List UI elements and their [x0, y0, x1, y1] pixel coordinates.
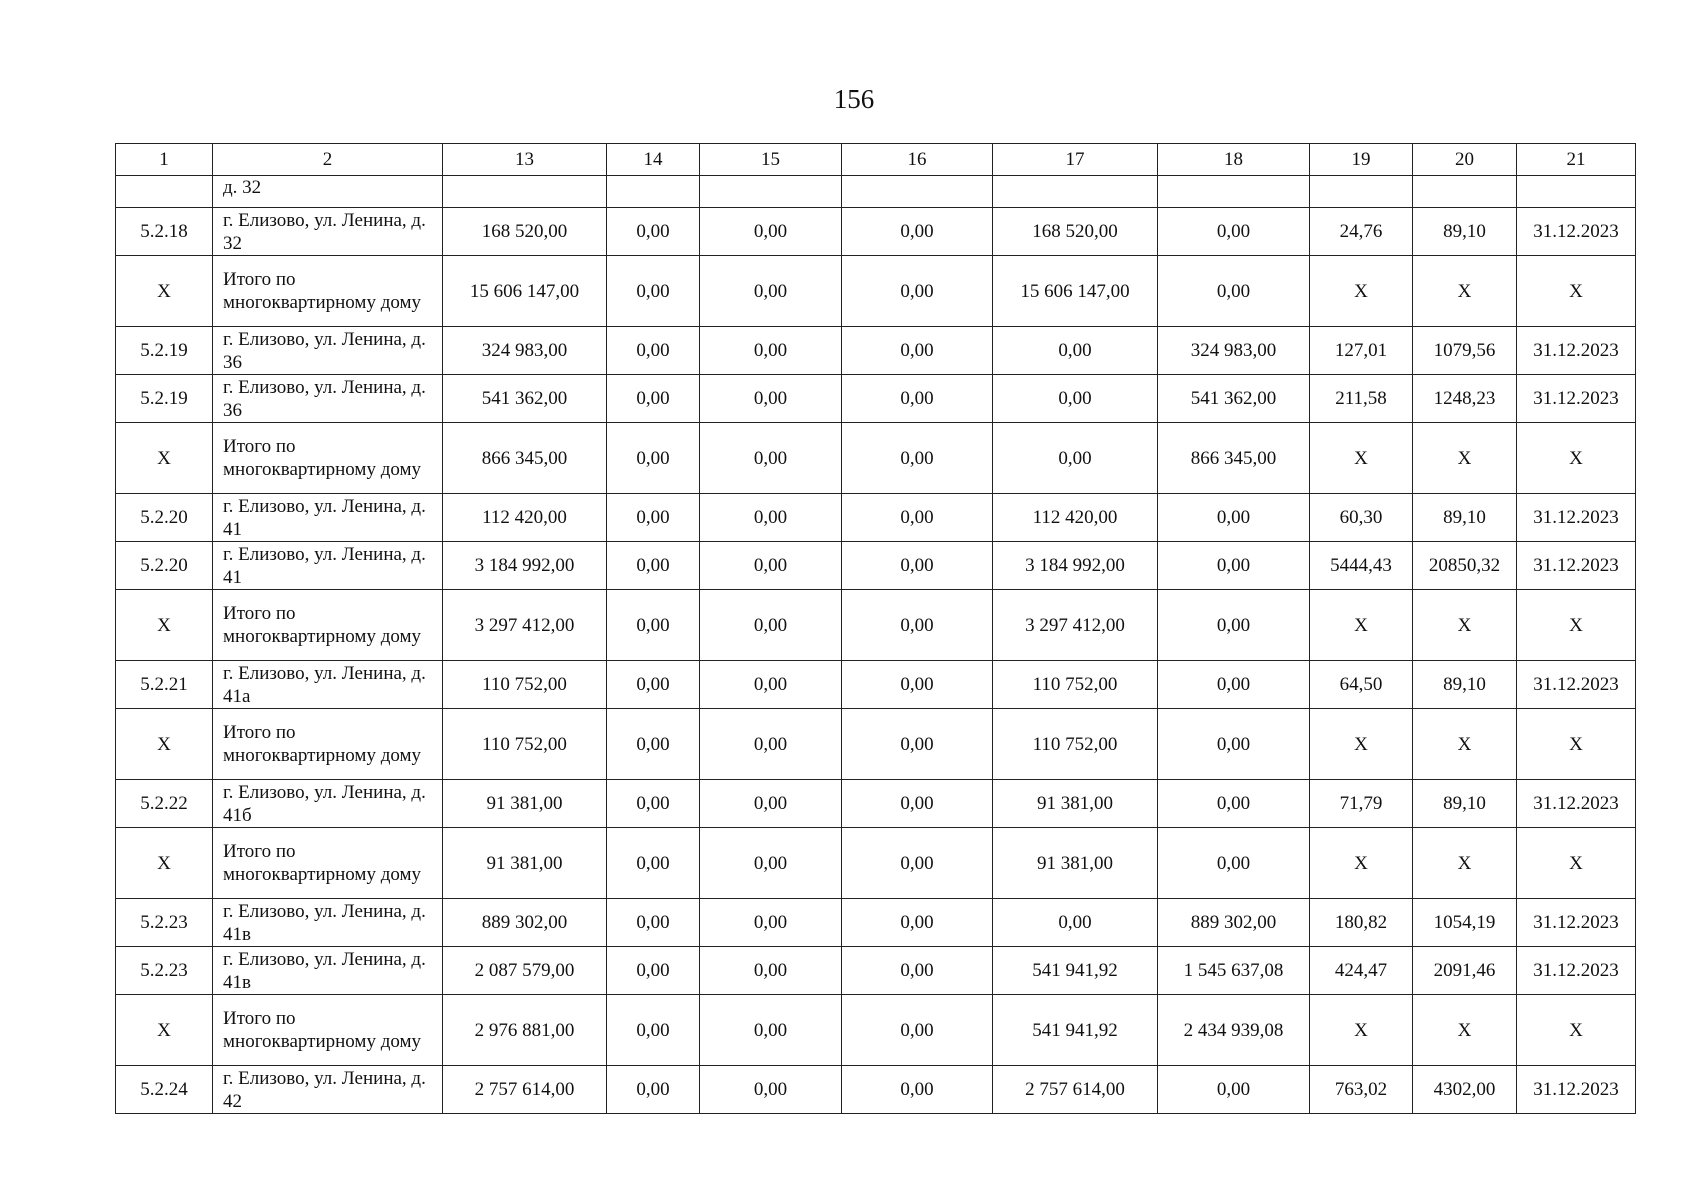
cell-col15 — [700, 176, 842, 208]
header-cell-col18: 18 — [1158, 144, 1310, 176]
cell-col17: 0,00 — [993, 423, 1158, 494]
cell-col17: 3 297 412,00 — [993, 590, 1158, 661]
cell-col13: 2 976 881,00 — [443, 995, 607, 1066]
cell-col16: 0,00 — [842, 709, 993, 780]
cell-col18: 0,00 — [1158, 494, 1310, 542]
cell-col19: 24,76 — [1310, 208, 1413, 256]
cell-address: г. Елизово, ул. Ленина, д. 41в — [213, 899, 443, 947]
table-row — [116, 661, 1636, 709]
cell-col17: 3 184 992,00 — [993, 542, 1158, 590]
cell-address: Итого по многоквартирному дому — [213, 423, 443, 494]
cell-col16: 0,00 — [842, 494, 993, 542]
cell-num: 5.2.23 — [116, 899, 213, 947]
cell-num: Х — [116, 423, 213, 494]
cell-col17: 541 941,92 — [993, 947, 1158, 995]
cell-col15: 0,00 — [700, 709, 842, 780]
cell-col15: 0,00 — [700, 327, 842, 375]
cell-col19: 5444,43 — [1310, 542, 1413, 590]
cell-num: Х — [116, 709, 213, 780]
header-cell-col17: 17 — [993, 144, 1158, 176]
header-cell-col21: 21 — [1517, 144, 1636, 176]
cell-col13: 3 184 992,00 — [443, 542, 607, 590]
page-number: 156 — [833, 84, 875, 114]
cell-num — [116, 176, 213, 208]
table-row — [116, 899, 1636, 947]
cell-col19: 60,30 — [1310, 494, 1413, 542]
cell-col13: 324 983,00 — [443, 327, 607, 375]
cell-col13: 889 302,00 — [443, 899, 607, 947]
cell-col19: Х — [1310, 256, 1413, 327]
cell-address: Итого по многоквартирному дому — [213, 256, 443, 327]
cell-col21: 31.12.2023 — [1517, 899, 1636, 947]
total-row — [116, 256, 1636, 327]
cell-col13: 91 381,00 — [443, 828, 607, 899]
table-row — [116, 1066, 1636, 1114]
cell-col19: Х — [1310, 709, 1413, 780]
cell-col17: 168 520,00 — [993, 208, 1158, 256]
cell-col21: 31.12.2023 — [1517, 1066, 1636, 1114]
cell-col17: 0,00 — [993, 327, 1158, 375]
cell-col13: 110 752,00 — [443, 661, 607, 709]
cell-col19: 71,79 — [1310, 780, 1413, 828]
cell-num: 5.2.23 — [116, 947, 213, 995]
cell-col18: 324 983,00 — [1158, 327, 1310, 375]
cell-address: Итого по многоквартирному дому — [213, 709, 443, 780]
table-row — [116, 375, 1636, 423]
cell-col21: 31.12.2023 — [1517, 947, 1636, 995]
cell-col21: Х — [1517, 995, 1636, 1066]
total-row — [116, 995, 1636, 1066]
cell-col19: Х — [1310, 995, 1413, 1066]
cell-col18: 0,00 — [1158, 661, 1310, 709]
cell-col21 — [1517, 176, 1636, 208]
cell-col14: 0,00 — [607, 423, 700, 494]
cell-col19: 763,02 — [1310, 1066, 1413, 1114]
cell-address: г. Елизово, ул. Ленина, д. 41 — [213, 494, 443, 542]
cell-col16: 0,00 — [842, 256, 993, 327]
cell-num: Х — [116, 828, 213, 899]
header-cell-col19: 19 — [1310, 144, 1413, 176]
cell-col16: 0,00 — [842, 590, 993, 661]
cell-col18: 2 434 939,08 — [1158, 995, 1310, 1066]
cell-col16 — [842, 176, 993, 208]
cell-col13 — [443, 176, 607, 208]
cell-col19: 64,50 — [1310, 661, 1413, 709]
cell-col15: 0,00 — [700, 494, 842, 542]
header-cell-col14: 14 — [607, 144, 700, 176]
cell-col17: 15 606 147,00 — [993, 256, 1158, 327]
cell-address: г. Елизово, ул. Ленина, д. 42 — [213, 1066, 443, 1114]
cell-col21: 31.12.2023 — [1517, 542, 1636, 590]
header-cell-num: 1 — [116, 144, 213, 176]
cell-col20: 4302,00 — [1413, 1066, 1517, 1114]
cell-address: Итого по многоквартирному дому — [213, 995, 443, 1066]
cell-col17: 0,00 — [993, 899, 1158, 947]
total-row — [116, 590, 1636, 661]
cell-col21: Х — [1517, 828, 1636, 899]
cell-col16: 0,00 — [842, 661, 993, 709]
cell-col15: 0,00 — [700, 590, 842, 661]
cell-address: д. 32 — [213, 176, 443, 208]
cell-num: 5.2.19 — [116, 327, 213, 375]
header-cell-col16: 16 — [842, 144, 993, 176]
cell-col15: 0,00 — [700, 1066, 842, 1114]
table-row — [116, 208, 1636, 256]
cell-col14: 0,00 — [607, 256, 700, 327]
cell-address: г. Елизово, ул. Ленина, д. 36 — [213, 327, 443, 375]
cell-col15: 0,00 — [700, 995, 842, 1066]
cell-col19 — [1310, 176, 1413, 208]
cell-col13: 866 345,00 — [443, 423, 607, 494]
cell-col19: Х — [1310, 423, 1413, 494]
cell-col21: Х — [1517, 423, 1636, 494]
cell-col15: 0,00 — [700, 661, 842, 709]
cell-col14: 0,00 — [607, 542, 700, 590]
cell-col14: 0,00 — [607, 709, 700, 780]
cell-col17: 110 752,00 — [993, 661, 1158, 709]
cell-col17: 110 752,00 — [993, 709, 1158, 780]
cell-col21: Х — [1517, 256, 1636, 327]
cell-address: г. Елизово, ул. Ленина, д. 41 — [213, 542, 443, 590]
cell-col20: 1079,56 — [1413, 327, 1517, 375]
cell-col14: 0,00 — [607, 899, 700, 947]
cell-col14: 0,00 — [607, 947, 700, 995]
cell-col19: 211,58 — [1310, 375, 1413, 423]
cell-col17: 91 381,00 — [993, 780, 1158, 828]
cell-address: Итого по многоквартирному дому — [213, 590, 443, 661]
cell-col18: 1 545 637,08 — [1158, 947, 1310, 995]
cell-col18: 0,00 — [1158, 709, 1310, 780]
continuation-row — [116, 176, 1636, 208]
cell-col20: Х — [1413, 423, 1517, 494]
header-cell-col20: 20 — [1413, 144, 1517, 176]
table-row — [116, 780, 1636, 828]
cell-col21: 31.12.2023 — [1517, 661, 1636, 709]
cell-col13: 541 362,00 — [443, 375, 607, 423]
cell-col20 — [1413, 176, 1517, 208]
cell-num: 5.2.18 — [116, 208, 213, 256]
cell-col20: Х — [1413, 995, 1517, 1066]
cell-col14: 0,00 — [607, 375, 700, 423]
cell-col21: Х — [1517, 709, 1636, 780]
data-table — [115, 143, 1636, 1114]
cell-col17: 112 420,00 — [993, 494, 1158, 542]
cell-col13: 3 297 412,00 — [443, 590, 607, 661]
cell-col18: 0,00 — [1158, 542, 1310, 590]
cell-col16: 0,00 — [842, 1066, 993, 1114]
cell-col16: 0,00 — [842, 375, 993, 423]
cell-col16: 0,00 — [842, 899, 993, 947]
cell-col19: 424,47 — [1310, 947, 1413, 995]
cell-col17: 2 757 614,00 — [993, 1066, 1158, 1114]
cell-col13: 110 752,00 — [443, 709, 607, 780]
cell-address: г. Елизово, ул. Ленина, д. 41б — [213, 780, 443, 828]
cell-col17 — [993, 176, 1158, 208]
cell-num: 5.2.21 — [116, 661, 213, 709]
cell-col20: 2091,46 — [1413, 947, 1517, 995]
cell-col19: Х — [1310, 590, 1413, 661]
cell-num: 5.2.24 — [116, 1066, 213, 1114]
cell-col17: 541 941,92 — [993, 995, 1158, 1066]
cell-col20: Х — [1413, 590, 1517, 661]
cell-address: г. Елизово, ул. Ленина, д. 41в — [213, 947, 443, 995]
cell-col18: 0,00 — [1158, 256, 1310, 327]
cell-col15: 0,00 — [700, 899, 842, 947]
cell-col16: 0,00 — [842, 208, 993, 256]
cell-num: 5.2.20 — [116, 494, 213, 542]
cell-col18: 0,00 — [1158, 780, 1310, 828]
cell-num: Х — [116, 590, 213, 661]
cell-col18: 866 345,00 — [1158, 423, 1310, 494]
cell-col20: 89,10 — [1413, 494, 1517, 542]
cell-col20: 1054,19 — [1413, 899, 1517, 947]
cell-col20: Х — [1413, 256, 1517, 327]
cell-col18: 0,00 — [1158, 1066, 1310, 1114]
cell-col19: Х — [1310, 828, 1413, 899]
table-row — [116, 327, 1636, 375]
cell-col16: 0,00 — [842, 780, 993, 828]
cell-col14: 0,00 — [607, 661, 700, 709]
table-row — [116, 494, 1636, 542]
cell-col16: 0,00 — [842, 542, 993, 590]
header-cell-address: 2 — [213, 144, 443, 176]
cell-col21: 31.12.2023 — [1517, 780, 1636, 828]
cell-col20: 89,10 — [1413, 780, 1517, 828]
header-cell-col15: 15 — [700, 144, 842, 176]
cell-col15: 0,00 — [700, 375, 842, 423]
header-row — [116, 144, 1636, 176]
cell-col18: 0,00 — [1158, 208, 1310, 256]
cell-col20: Х — [1413, 709, 1517, 780]
cell-col13: 168 520,00 — [443, 208, 607, 256]
total-row — [116, 709, 1636, 780]
cell-col21: 31.12.2023 — [1517, 327, 1636, 375]
cell-num: Х — [116, 995, 213, 1066]
cell-col20: 20850,32 — [1413, 542, 1517, 590]
cell-col14: 0,00 — [607, 828, 700, 899]
cell-col16: 0,00 — [842, 327, 993, 375]
cell-col14: 0,00 — [607, 780, 700, 828]
total-row — [116, 828, 1636, 899]
cell-col17: 91 381,00 — [993, 828, 1158, 899]
cell-col20: Х — [1413, 828, 1517, 899]
table-row — [116, 542, 1636, 590]
cell-col16: 0,00 — [842, 947, 993, 995]
cell-col19: 180,82 — [1310, 899, 1413, 947]
cell-col14: 0,00 — [607, 494, 700, 542]
cell-col18 — [1158, 176, 1310, 208]
cell-col20: 89,10 — [1413, 661, 1517, 709]
cell-col15: 0,00 — [700, 208, 842, 256]
cell-col13: 15 606 147,00 — [443, 256, 607, 327]
header-cell-col13: 13 — [443, 144, 607, 176]
cell-num: 5.2.20 — [116, 542, 213, 590]
table-row — [116, 947, 1636, 995]
cell-col14: 0,00 — [607, 590, 700, 661]
cell-col14 — [607, 176, 700, 208]
cell-address: г. Елизово, ул. Ленина, д. 41а — [213, 661, 443, 709]
cell-col16: 0,00 — [842, 995, 993, 1066]
cell-col14: 0,00 — [607, 995, 700, 1066]
cell-col13: 91 381,00 — [443, 780, 607, 828]
cell-col14: 0,00 — [607, 208, 700, 256]
cell-num: 5.2.19 — [116, 375, 213, 423]
total-row — [116, 423, 1636, 494]
cell-num: Х — [116, 256, 213, 327]
cell-address: г. Елизово, ул. Ленина, д. 32 — [213, 208, 443, 256]
cell-col20: 1248,23 — [1413, 375, 1517, 423]
cell-col14: 0,00 — [607, 327, 700, 375]
cell-col13: 112 420,00 — [443, 494, 607, 542]
cell-col15: 0,00 — [700, 780, 842, 828]
cell-col17: 0,00 — [993, 375, 1158, 423]
cell-col16: 0,00 — [842, 423, 993, 494]
cell-col15: 0,00 — [700, 828, 842, 899]
cell-col15: 0,00 — [700, 542, 842, 590]
cell-col21: 31.12.2023 — [1517, 208, 1636, 256]
cell-col15: 0,00 — [700, 947, 842, 995]
cell-col13: 2 087 579,00 — [443, 947, 607, 995]
cell-num: 5.2.22 — [116, 780, 213, 828]
cell-col14: 0,00 — [607, 1066, 700, 1114]
cell-col15: 0,00 — [700, 423, 842, 494]
cell-col21: Х — [1517, 590, 1636, 661]
cell-col21: 31.12.2023 — [1517, 494, 1636, 542]
cell-col15: 0,00 — [700, 256, 842, 327]
cell-col21: 31.12.2023 — [1517, 375, 1636, 423]
cell-address: г. Елизово, ул. Ленина, д. 36 — [213, 375, 443, 423]
cell-address: Итого по многоквартирному дому — [213, 828, 443, 899]
cell-col13: 2 757 614,00 — [443, 1066, 607, 1114]
cell-col18: 889 302,00 — [1158, 899, 1310, 947]
cell-col20: 89,10 — [1413, 208, 1517, 256]
cell-col18: 0,00 — [1158, 828, 1310, 899]
cell-col16: 0,00 — [842, 828, 993, 899]
cell-col19: 127,01 — [1310, 327, 1413, 375]
cell-col18: 541 362,00 — [1158, 375, 1310, 423]
cell-col18: 0,00 — [1158, 590, 1310, 661]
